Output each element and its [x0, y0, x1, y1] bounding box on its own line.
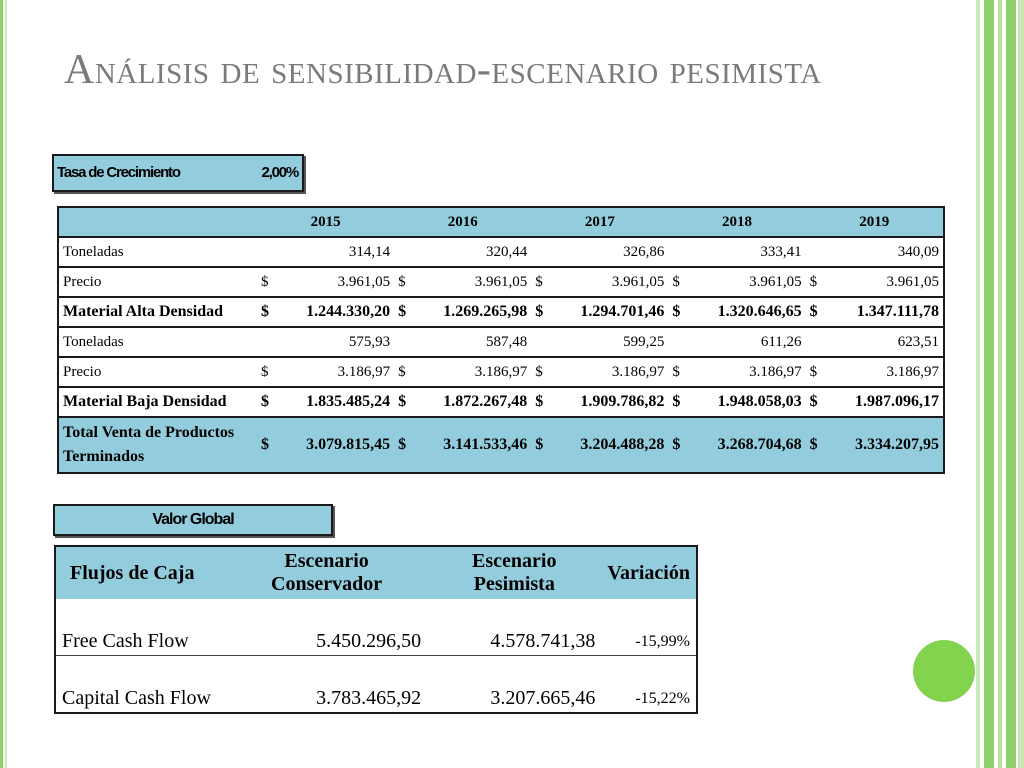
currency-symbol: [806, 237, 828, 267]
sales-row: [58, 417, 944, 473]
currency-symbol: $: [394, 417, 416, 473]
cash-flow-table: [54, 545, 698, 714]
currency-symbol: $: [668, 417, 690, 473]
value-cell: 3.961,05: [553, 267, 668, 297]
growth-rate-value: 2,00%: [261, 164, 298, 181]
value-cell: 3.961,05: [416, 267, 531, 297]
value-cell: 3.186,97: [416, 357, 531, 387]
currency-symbol: [394, 327, 416, 357]
currency-symbol: $: [531, 387, 553, 417]
year-header: 2019: [806, 207, 944, 237]
value-cell: 1.347.111,78: [828, 297, 944, 327]
currency-symbol: $: [806, 387, 828, 417]
currency-symbol: $: [668, 387, 690, 417]
value-cell: 611,26: [690, 327, 805, 357]
currency-symbol: $: [394, 297, 416, 327]
currency-symbol: $: [531, 297, 553, 327]
currency-symbol: $: [257, 267, 279, 297]
currency-symbol: [668, 237, 690, 267]
sales-row: [58, 357, 944, 387]
left-border-line: [0, 0, 3, 768]
row-label: Material Baja Densidad: [58, 387, 257, 417]
currency-symbol: $: [806, 297, 828, 327]
value-cell: 3.186,97: [279, 357, 394, 387]
cash-flow-row: [55, 599, 697, 656]
currency-symbol: $: [668, 267, 690, 297]
currency-symbol: $: [257, 297, 279, 327]
slide-title: Análisis de sensibilidad-escenario pesimista: [64, 47, 822, 93]
variacion-value: -15,22%: [635, 690, 690, 707]
value-cell: 3.186,97: [553, 357, 668, 387]
value-cell: 3.961,05: [690, 267, 805, 297]
currency-symbol: $: [257, 387, 279, 417]
value-cell: 1.294.701,46: [553, 297, 668, 327]
valor-global-label: Valor Global: [152, 511, 234, 528]
currency-symbol: $: [257, 357, 279, 387]
right-border-stripe: [976, 0, 980, 768]
value-cell: 326,86: [553, 237, 668, 267]
value-cell: 3.961,05: [279, 267, 394, 297]
sales-row: [58, 297, 944, 327]
right-border-stripe: [998, 0, 1002, 768]
row-label: Precio: [58, 267, 257, 297]
currency-symbol: $: [531, 357, 553, 387]
currency-symbol: $: [668, 297, 690, 327]
value-cell: 320,44: [416, 237, 531, 267]
value-cell: 623,51: [828, 327, 944, 357]
year-header: 2015: [257, 207, 394, 237]
header-blank-cell: [58, 207, 257, 237]
sales-row: [58, 327, 944, 357]
value-cell: 3.079.815,45: [279, 417, 394, 473]
value-cell: 1.872.267,48: [416, 387, 531, 417]
value-cell: 3.334.207,95: [828, 417, 944, 473]
header-pesimista: Escenario Pesimista: [427, 546, 601, 599]
variacion-value: -15,99%: [601, 599, 697, 656]
row-label: Precio: [58, 357, 257, 387]
currency-symbol: [531, 237, 553, 267]
currency-symbol: $: [394, 357, 416, 387]
conservador-value: 5.450.296,50: [226, 599, 427, 656]
value-cell: 314,14: [279, 237, 394, 267]
header-variacion: Variación: [601, 546, 697, 599]
cash-flow-row: [55, 656, 697, 714]
value-cell: 3.961,05: [828, 267, 944, 297]
value-cell: 575,93: [279, 327, 394, 357]
row-label: Material Alta Densidad: [58, 297, 257, 327]
value-cell: 1.948.058,03: [690, 387, 805, 417]
value-cell: 340,09: [828, 237, 944, 267]
left-border-decoration: [0, 0, 10, 768]
currency-symbol: $: [668, 357, 690, 387]
value-cell: 1.244.330,20: [279, 297, 394, 327]
currency-symbol: [257, 327, 279, 357]
row-label: Toneladas: [58, 327, 257, 357]
right-border-stripe: [1018, 0, 1024, 768]
sales-row: [58, 387, 944, 417]
currency-symbol: $: [806, 267, 828, 297]
value-cell: 3.141.533,46: [416, 417, 531, 473]
growth-rate-box: [52, 154, 304, 192]
value-cell: 1.909.786,82: [553, 387, 668, 417]
value-cell: 333,41: [690, 237, 805, 267]
currency-symbol: [668, 327, 690, 357]
value-cell: 1.320.646,65: [690, 297, 805, 327]
currency-symbol: [806, 327, 828, 357]
sales-row: [58, 267, 944, 297]
currency-symbol: $: [394, 267, 416, 297]
cash-flow-header-row: [55, 546, 697, 599]
header-conservador: Escenario Conservador: [226, 546, 427, 599]
currency-symbol: [257, 237, 279, 267]
sales-row: [58, 237, 944, 267]
value-cell: 3.204.488,28: [553, 417, 668, 473]
header-flujos: Flujos de Caja: [55, 546, 226, 599]
cash-flow-label: Free Cash Flow: [55, 599, 226, 656]
conservador-value: 3.783.465,92: [316, 687, 422, 709]
value-cell: 587,48: [416, 327, 531, 357]
cash-flow-label: Capital Cash Flow: [62, 687, 211, 709]
valor-global-box: [53, 504, 333, 536]
value-cell: 1.835.485,24: [279, 387, 394, 417]
sales-projection-table: [57, 206, 945, 474]
value-cell: 3.268.704,68: [690, 417, 805, 473]
value-cell: 1.269.265,98: [416, 297, 531, 327]
value-cell: 3.186,97: [690, 357, 805, 387]
left-border-line-thin: [5, 0, 7, 768]
currency-symbol: $: [257, 417, 279, 473]
currency-symbol: $: [806, 357, 828, 387]
year-header: 2018: [668, 207, 805, 237]
year-header-row: [58, 207, 944, 237]
currency-symbol: [394, 237, 416, 267]
currency-symbol: $: [394, 387, 416, 417]
currency-symbol: $: [531, 267, 553, 297]
currency-symbol: $: [806, 417, 828, 473]
year-header: 2017: [531, 207, 668, 237]
pesimista-value: 3.207.665,46: [490, 687, 596, 709]
value-cell: 599,25: [553, 327, 668, 357]
currency-symbol: [531, 327, 553, 357]
row-label: Toneladas: [58, 237, 257, 267]
right-border-stripe: [1006, 0, 1016, 768]
growth-rate-label: Tasa de Crecimiento: [57, 164, 180, 181]
decorative-green-circle: [913, 640, 975, 702]
year-header: 2016: [394, 207, 531, 237]
currency-symbol: $: [531, 417, 553, 473]
right-border-stripe: [984, 0, 994, 768]
value-cell: 3.186,97: [828, 357, 944, 387]
row-label: Total Venta de Productos Terminados: [58, 417, 257, 473]
value-cell: 1.987.096,17: [828, 387, 944, 417]
pesimista-value: 4.578.741,38: [427, 599, 601, 656]
right-border-decoration: [976, 0, 1024, 768]
